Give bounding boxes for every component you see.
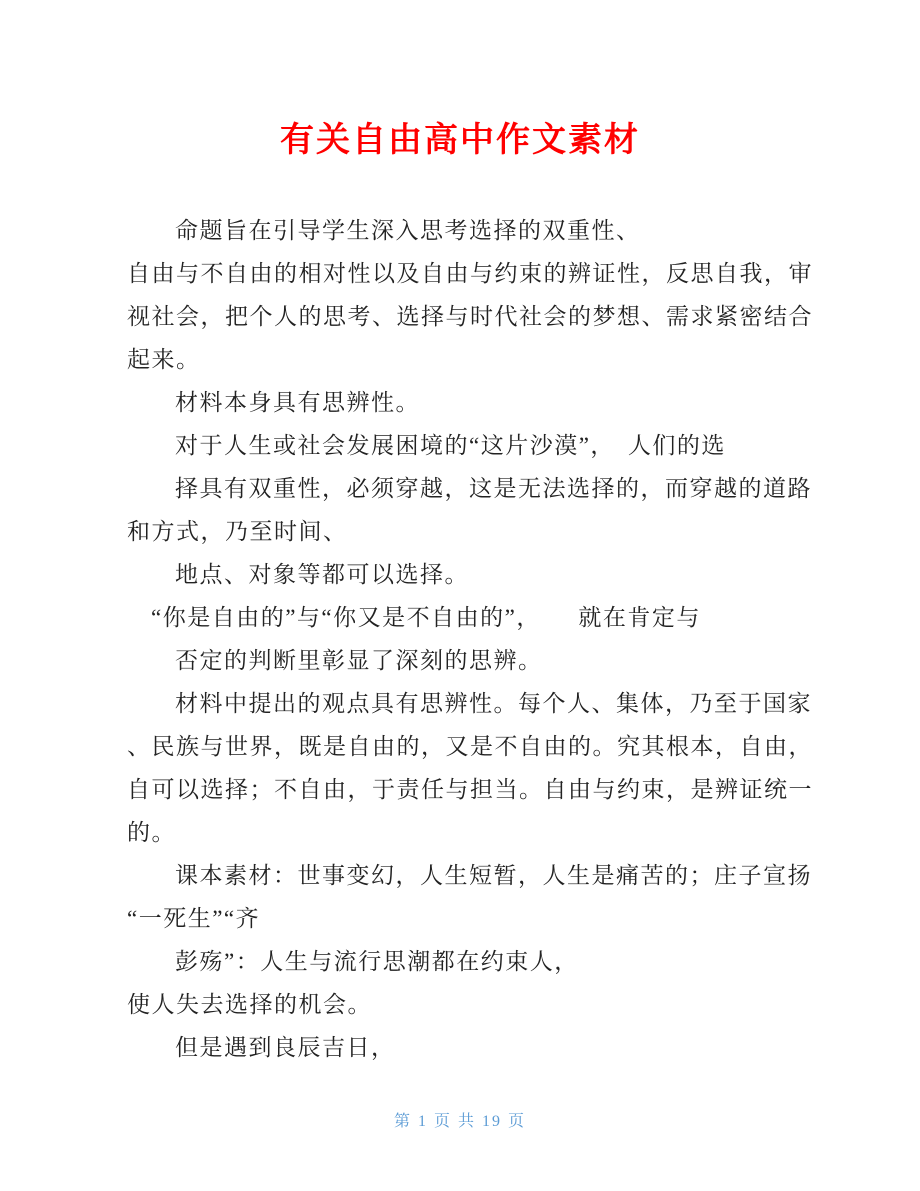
text-line: 材料中提出的观点具有思辨性。每个人、集体，乃至于国家 [175,691,812,716]
text-line: 对于人生或社会发展困境的“这片沙漠”， 人们的选 [175,433,726,458]
text-line: “一死生”“齐 [127,906,261,931]
text-line: 自可以选择；不自由，于责任与担当。自由与约束，是辨证统一 [127,777,813,802]
document-body [0,209,920,1069]
text-line: 视社会，把个人的思考、选择与时代社会的梦想、需求紧密结合 [127,304,813,329]
text-line: 择具有双重性，必须穿越，这是无法选择的，而穿越的道路 [175,476,812,501]
text-line: 地点、对象等都可以选择。 [175,562,469,587]
text-line: 否定的判断里彰显了深刻的思辨。 [175,648,543,673]
text-line: 的。 [127,820,176,845]
page-title: 有关自由高中作文素材 [280,121,640,159]
text-line: “你是自由的”与“你又是不自由的”， 就在肯定与 [151,605,701,630]
text-line: 、民族与世界，既是自由的，又是不自由的。究其根本，自由， [127,734,813,759]
text-line: 自由与不自由的相对性以及自由与约束的辨证性，反思自我，审 [127,261,813,286]
page-footer: 第 1 页 共 19 页 [393,1113,526,1130]
text-line: 命题旨在引导学生深入思考选择的双重性、 [175,218,641,243]
text-line: 但是遇到良辰吉日， [175,1035,396,1060]
text-line: 起来。 [127,347,201,372]
text-line: 彭殇”：人生与流行思潮都在约束人， [175,949,579,974]
text-line: 使人失去选择的机会。 [127,992,372,1017]
text-line: 材料本身具有思辨性。 [175,390,420,415]
text-line: 课本素材：世事变幻，人生短暂，人生是痛苦的；庄子宣扬 [175,863,812,888]
text-line: 和方式，乃至时间、 [127,519,348,544]
